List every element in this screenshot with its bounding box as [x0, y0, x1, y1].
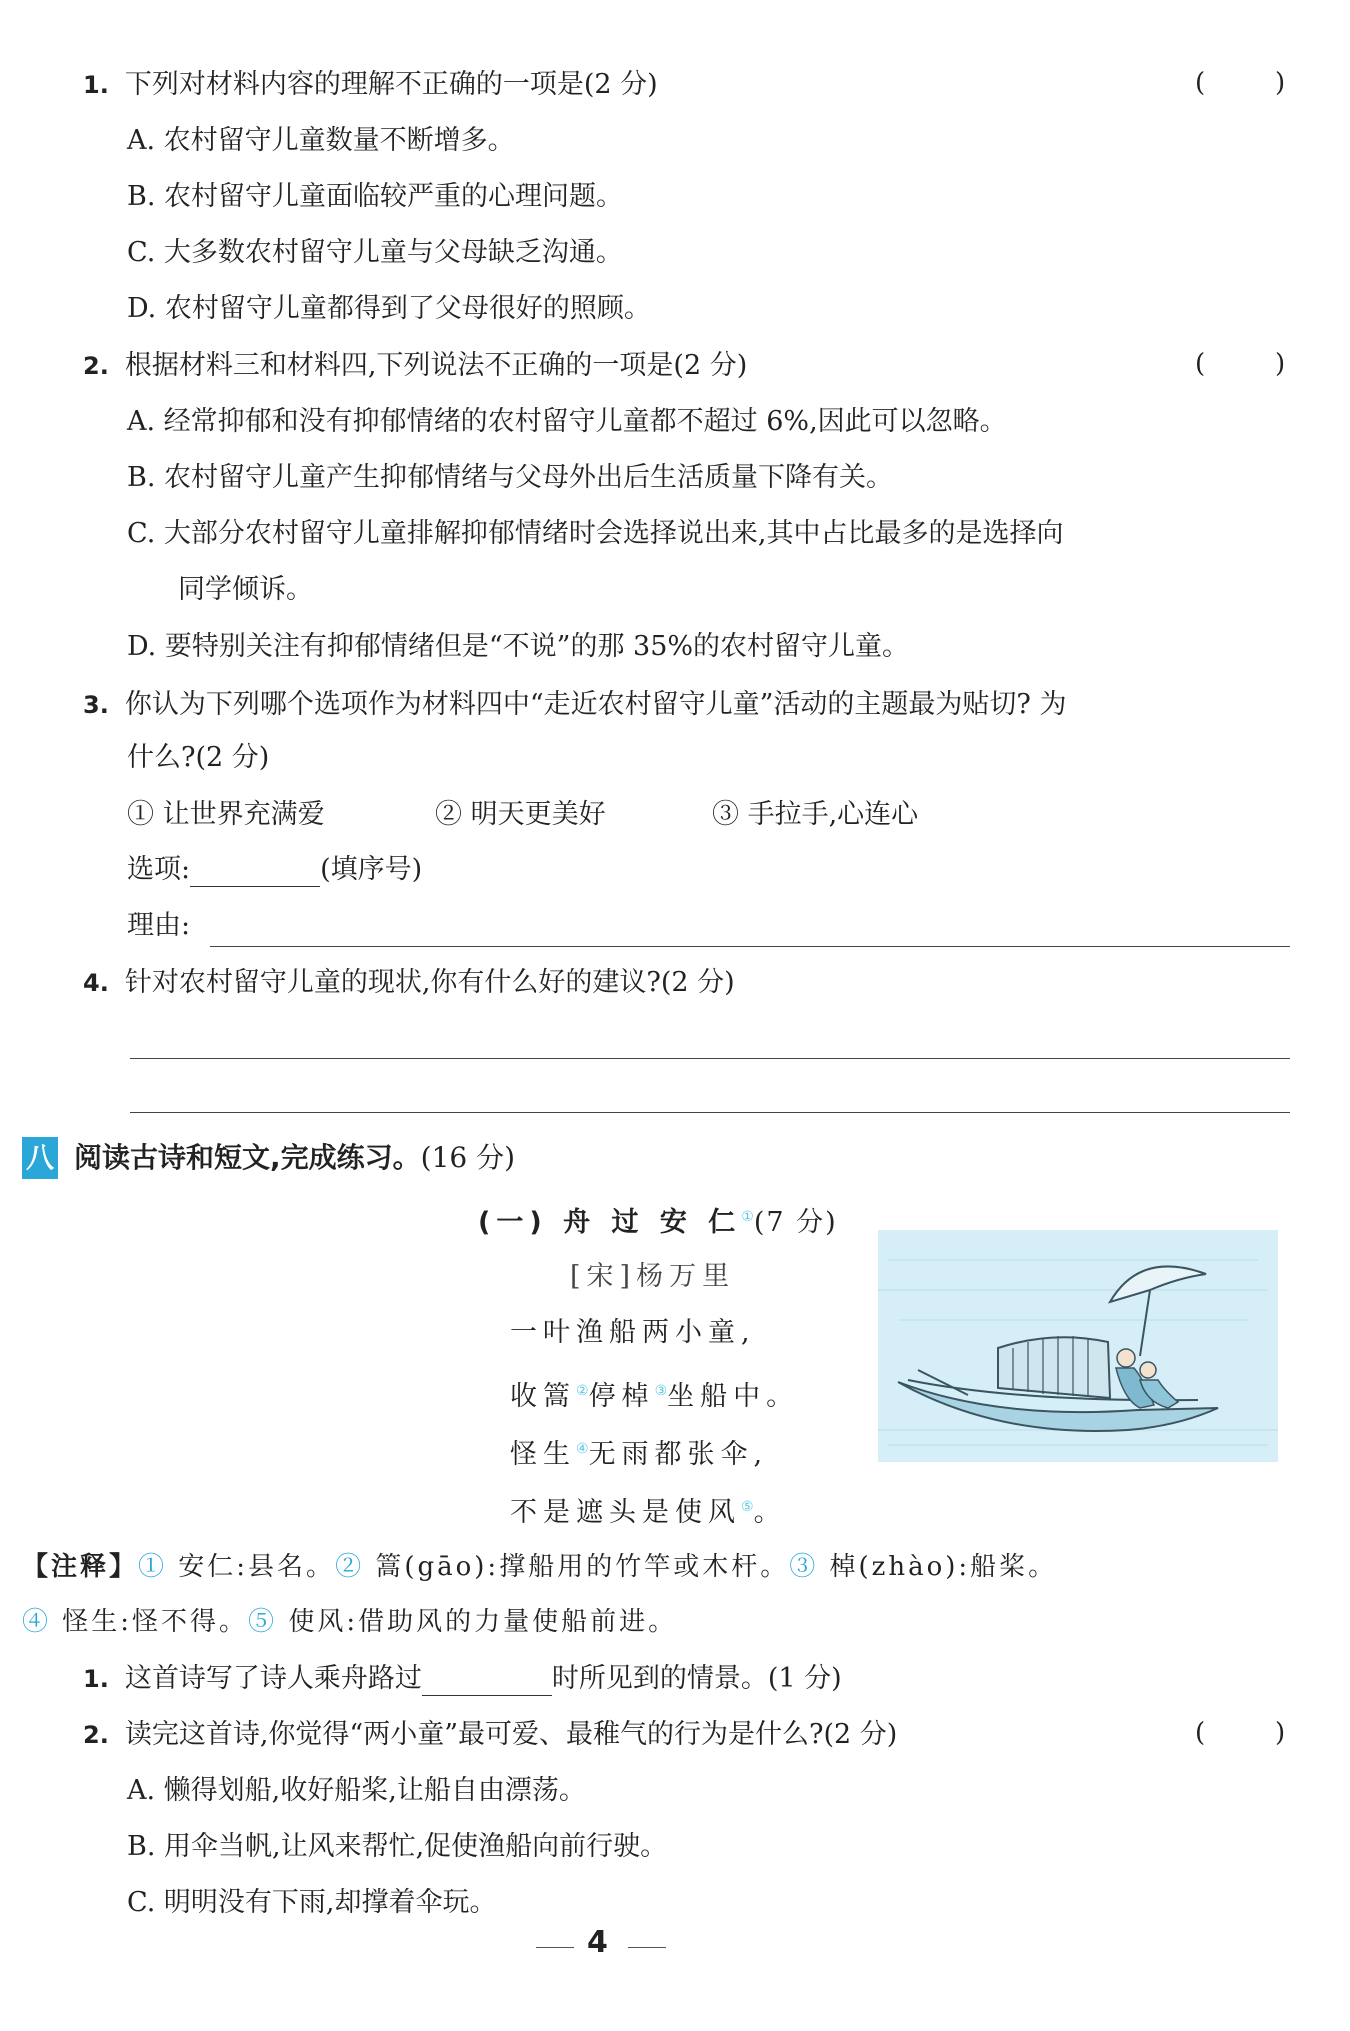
page-number: 4 — [587, 1925, 608, 1960]
note-text: 篙(gāo):撑船用的竹竿或木杆。 — [364, 1552, 790, 1582]
section-points: (16 分) — [420, 1141, 516, 1174]
page-number-dash-right — [628, 1947, 666, 1948]
note-text: 棹(zhào):船桨。 — [818, 1552, 1058, 1582]
option-d: D. 要特别关注有抑郁情绪但是“不说”的那 35%的农村留守儿童。 — [127, 631, 910, 662]
poem-author: [宋]杨万里 — [570, 1261, 736, 1292]
choice-hint: (填序号) — [320, 854, 423, 885]
poem-text: 。 — [753, 1497, 787, 1528]
choice-1: ① 让世界充满爱 — [127, 799, 325, 830]
poem-heading — [478, 1200, 838, 1240]
question-text: 针对农村留守儿童的现状,你有什么好的建议?(2 分) — [124, 967, 735, 998]
answer-line-2[interactable] — [130, 1112, 1290, 1113]
question-text: 根据材料三和材料四,下列说法不正确的一项是(2 分) — [124, 350, 748, 381]
choice-3: ③ 手拉手,心连心 — [712, 799, 919, 830]
question-text: 你认为下列哪个选项作为材料四中“走近农村留守儿童”活动的主题最为贴切? 为 — [124, 689, 1067, 720]
poem-text: 收篙 — [510, 1381, 576, 1412]
question-number: 4. — [83, 969, 109, 997]
answer-paren-right: ) — [1275, 349, 1286, 379]
answer-line-1[interactable] — [130, 1058, 1290, 1059]
note-mark: ② — [335, 1552, 365, 1582]
choice-blank[interactable] — [190, 856, 320, 887]
note-text: 怪生:怪不得。 — [51, 1607, 249, 1637]
choice-2: ② 明天更美好 — [435, 799, 606, 830]
question-4 — [83, 966, 735, 1000]
footnote-mark: ⑤ — [741, 1499, 754, 1515]
poem-line-4 — [510, 1490, 787, 1530]
option-b: B. 农村留守儿童面临较严重的心理问题。 — [127, 181, 624, 212]
option-d: D. 农村留守儿童都得到了父母很好的照顾。 — [127, 293, 651, 324]
poem-line-2 — [510, 1374, 799, 1414]
option-c: C. 明明没有下雨,却撑着伞玩。 — [127, 1887, 497, 1918]
poem-line-1: 一叶渔船两小童, — [510, 1317, 756, 1348]
poem-title: (一) 舟 过 安 仁 — [478, 1207, 742, 1238]
notes-line-1 — [22, 1550, 1057, 1584]
footnote-mark: ③ — [654, 1383, 668, 1399]
option-a: A. 经常抑郁和没有抑郁情绪的农村留守儿童都不超过 6%,因此可以忽略。 — [127, 406, 1007, 437]
question-text: 这首诗写了诗人乘舟路过 — [124, 1663, 422, 1694]
question-number: 2. — [83, 1721, 109, 1749]
option-c-continued: 同学倾诉。 — [178, 574, 313, 605]
reason-answer-line[interactable] — [210, 946, 1290, 947]
poem-question-1 — [83, 1662, 842, 1696]
poem-text: 怪生 — [510, 1439, 576, 1470]
question-text: 读完这首诗,你觉得“两小童”最可爱、最稚气的行为是什么?(2 分) — [124, 1719, 898, 1750]
choice-answer-row — [127, 853, 422, 887]
poem-text: 不是遮头是使风 — [510, 1497, 741, 1528]
question-3 — [83, 688, 1067, 722]
poem-question-2 — [83, 1718, 897, 1752]
section-title — [74, 1138, 515, 1178]
question-number: 2. — [83, 352, 109, 380]
answer-paren-right: ) — [1275, 68, 1286, 98]
note-mark: ④ — [22, 1607, 52, 1637]
boat-illustration — [878, 1230, 1278, 1462]
note-mark: ③ — [789, 1552, 819, 1582]
question-text: 下列对材料内容的理解不正确的一项是(2 分) — [124, 69, 658, 100]
answer-paren-left[interactable]: ( — [1195, 349, 1206, 379]
question-number: 1. — [83, 1665, 109, 1693]
note-text: 使风:借助风的力量使船前进。 — [277, 1607, 678, 1637]
poem-line-3 — [510, 1432, 768, 1472]
note-text: 安仁:县名。 — [167, 1552, 336, 1582]
question-2 — [83, 349, 747, 383]
question-number: 1. — [83, 71, 109, 99]
option-b: B. 用伞当帆,让风来帮忙,促使渔船向前行驶。 — [127, 1831, 668, 1862]
fill-blank[interactable] — [422, 1665, 552, 1696]
option-a: A. 懒得划船,收好船桨,让船自由漂荡。 — [127, 1775, 586, 1806]
option-c: C. 大部分农村留守儿童排解抑郁情绪时会选择说出来,其中占比最多的是选择向 — [127, 518, 1064, 549]
reason-label: 理由: — [127, 910, 191, 941]
choice-label: 选项: — [127, 854, 191, 885]
question-text: 时所见到的情景。(1 分) — [551, 1663, 842, 1694]
poem-text: 无雨都张伞, — [588, 1439, 769, 1470]
footnote-mark: ② — [576, 1383, 589, 1399]
question-number: 3. — [83, 691, 109, 719]
page-number-dash-left — [536, 1947, 574, 1948]
poem-points: (7 分) — [753, 1207, 838, 1238]
section-title-text: 阅读古诗和短文,完成练习。 — [74, 1141, 421, 1174]
option-c: C. 大多数农村留守儿童与父母缺乏沟通。 — [127, 237, 623, 268]
poem-text: 坐船中。 — [667, 1381, 800, 1412]
option-a: A. 农村留守儿童数量不断增多。 — [127, 125, 515, 156]
note-mark: ① — [138, 1552, 168, 1582]
answer-paren-left[interactable]: ( — [1195, 68, 1206, 98]
section-badge: 八 — [22, 1137, 58, 1179]
question-1 — [83, 68, 658, 102]
notes-line-2 — [22, 1605, 677, 1639]
note-mark: ⑤ — [248, 1607, 278, 1637]
answer-paren-left[interactable]: ( — [1195, 1718, 1206, 1748]
footnote-mark: ① — [741, 1209, 754, 1225]
option-b: B. 农村留守儿童产生抑郁情绪与父母外出后生活质量下降有关。 — [127, 462, 894, 493]
poem-text: 停棹 — [588, 1381, 655, 1412]
question-text-continued: 什么?(2 分) — [127, 742, 270, 773]
notes-heading: 【注释】 — [22, 1552, 139, 1582]
answer-paren-right: ) — [1275, 1718, 1286, 1748]
footnote-mark: ④ — [576, 1441, 589, 1457]
